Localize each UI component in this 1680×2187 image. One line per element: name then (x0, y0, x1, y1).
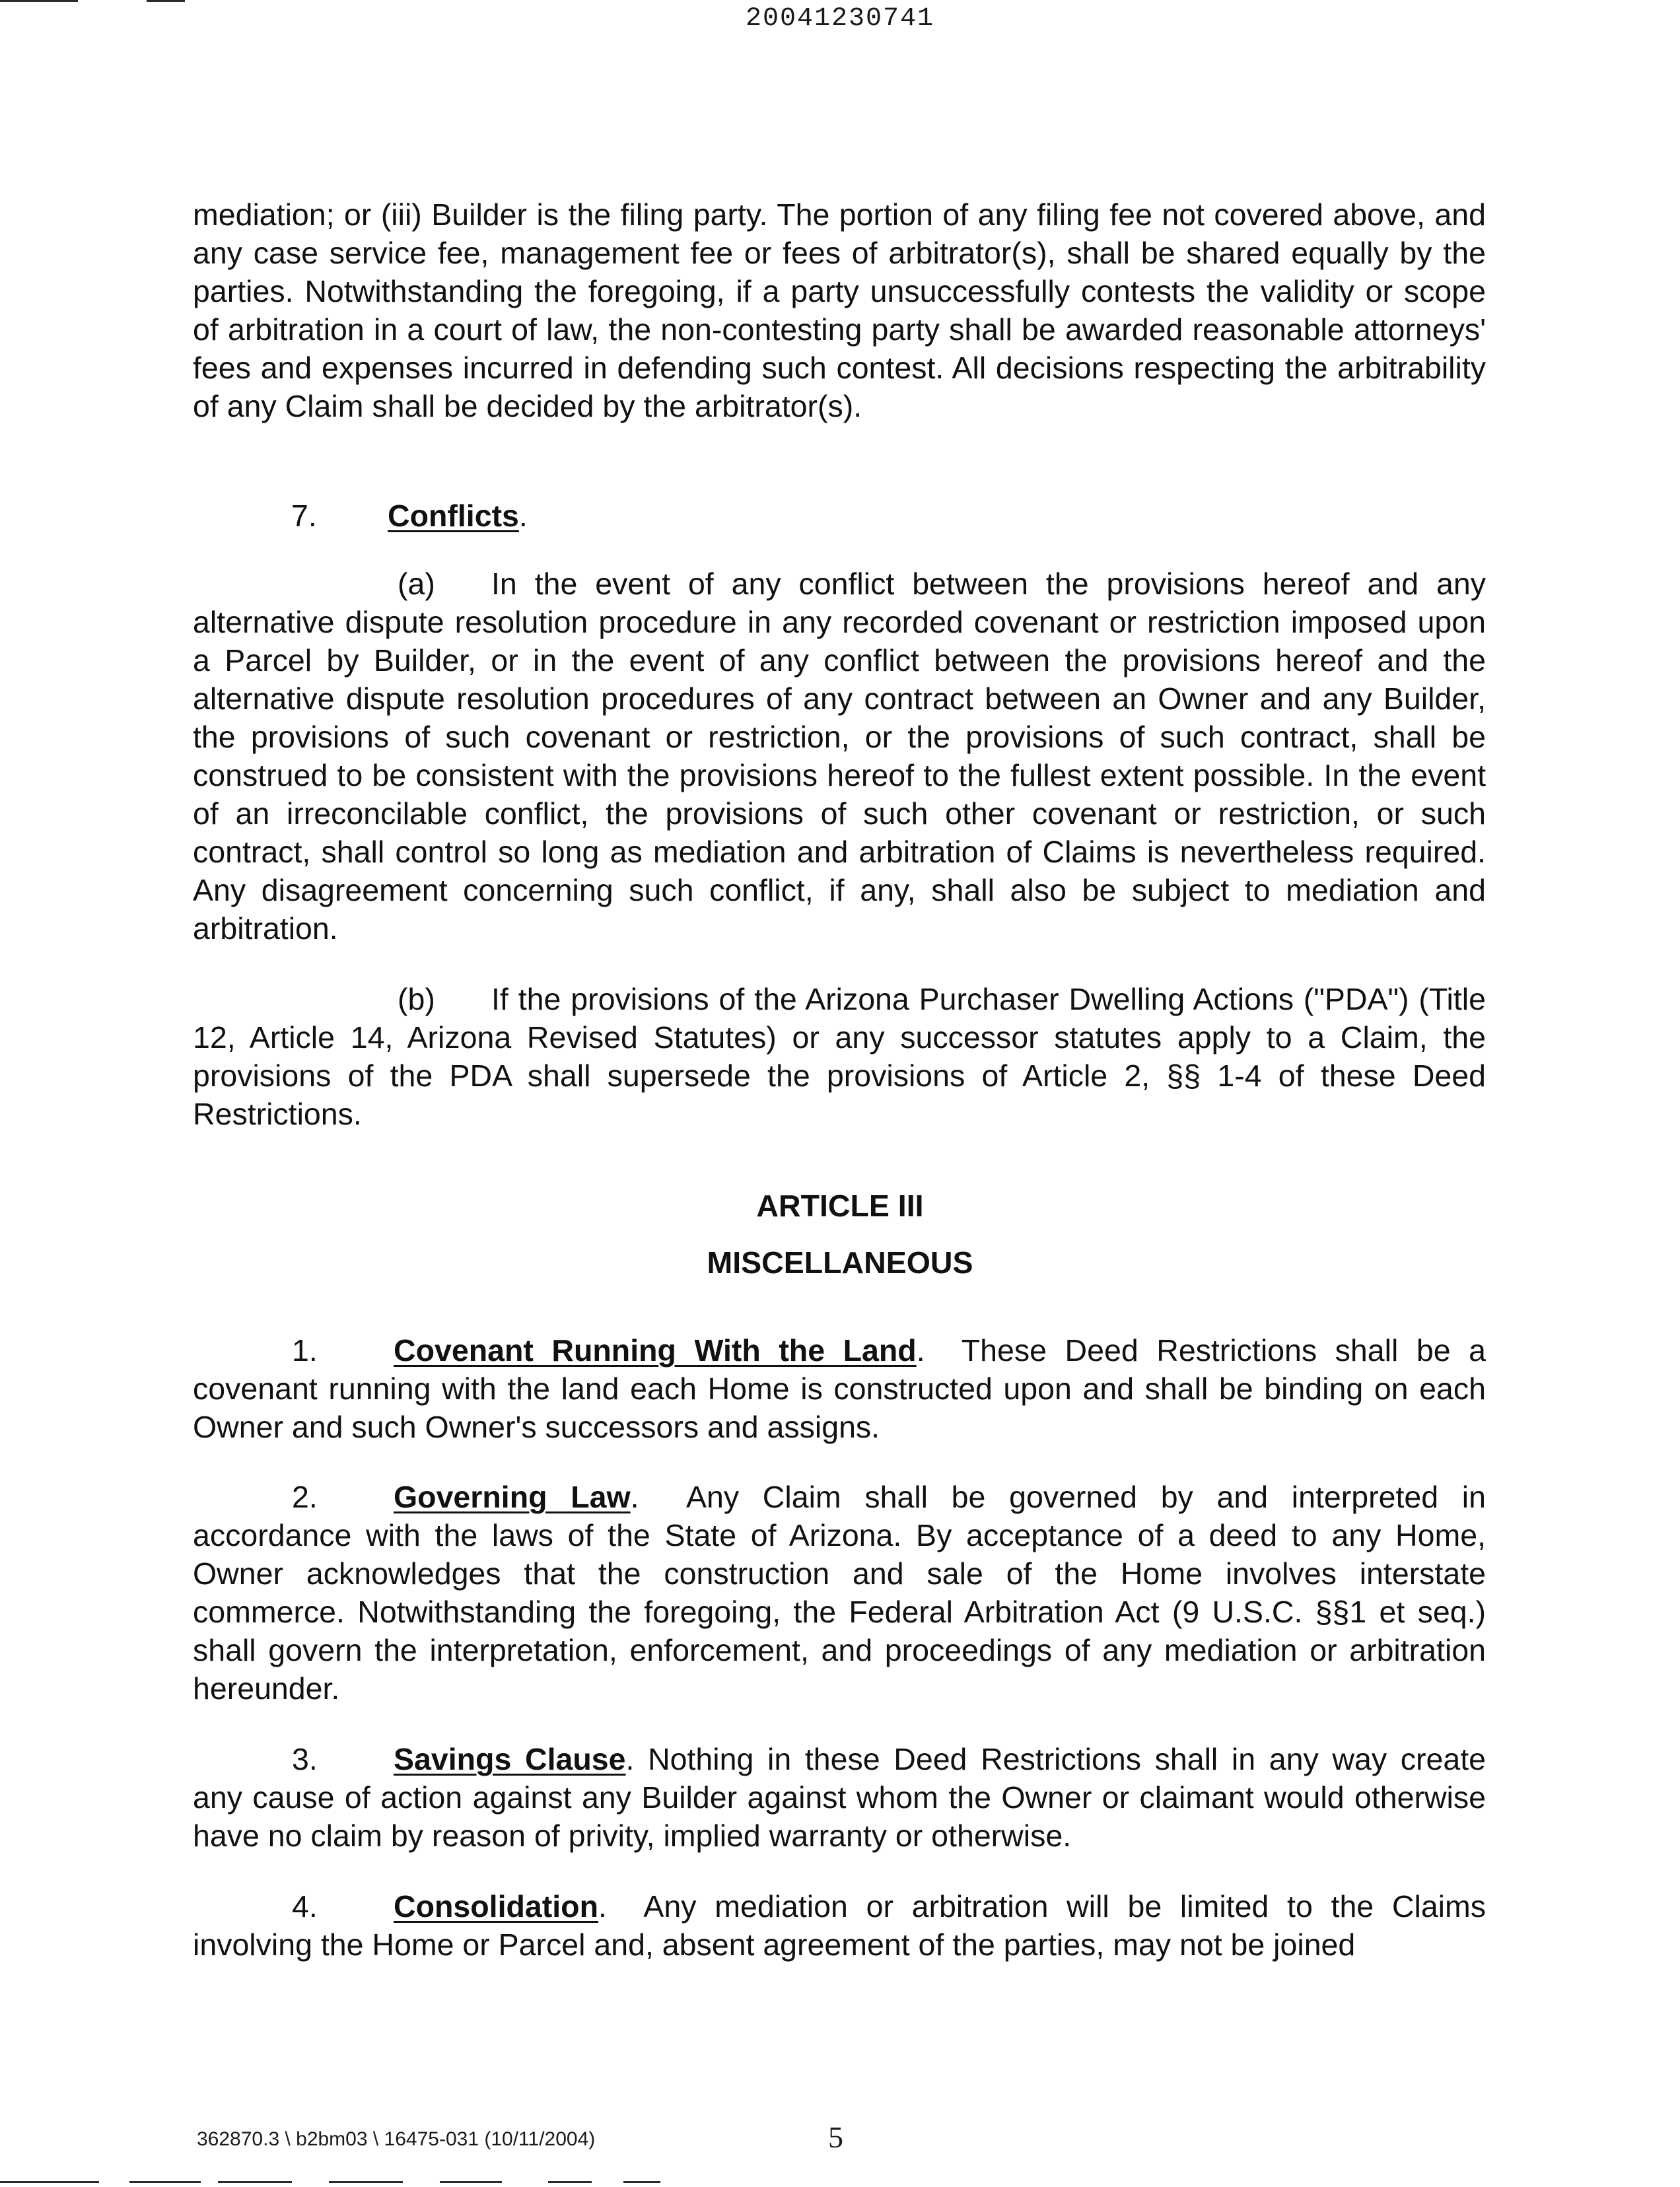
article-number: ARTICLE III (756, 1189, 924, 1223)
scan-artifact-line (129, 2181, 201, 2183)
recording-number: 20041230741 (745, 4, 935, 34)
scan-artifact-line (329, 2181, 403, 2183)
scan-artifact-line (440, 2181, 502, 2183)
section-text: Any Claim shall be governed by and interpreted in accordance with the laws of the State of Arizona. By acceptance of a deed to any Home, Owner acknowledges that the construction and sale of the Home involves interstate commerce. Notwithstanding the foregoing, the Federal Arbitration Act (9 U.S.C. §§1 et seq.) shall govern the interpretation, enforcement, and proceedings of any mediation or arbitration hereunder. (193, 1480, 1486, 1706)
section-title-period: . (916, 1333, 962, 1368)
subsection-label: (a) (398, 567, 435, 601)
page-number: 5 (828, 2120, 843, 2154)
scan-artifact-line (623, 2181, 660, 2183)
article-title: MISCELLANEOUS (707, 1245, 973, 1280)
conflicts-heading (291, 497, 528, 535)
scan-artifact-line (0, 2181, 99, 2183)
section-number: 4. (292, 1889, 318, 1924)
section-title-period: . (518, 499, 528, 533)
subsection-label: (b) (398, 982, 435, 1016)
document-reference: 362870.3 \ b2bm03 \ 16475-031 (10/11/2004) (197, 2128, 596, 2150)
scan-artifact-line (218, 2181, 292, 2183)
section-title: Savings Clause (394, 1742, 626, 1776)
section-number: 2. (292, 1480, 318, 1514)
section-title-period: . (598, 1889, 644, 1924)
section-title: Covenant Running With the Land (394, 1333, 917, 1368)
section-title-period: . (630, 1480, 686, 1514)
section-text: Nothing in these Deed Restrictions shall in any way create any cause of action against any Builder against whom the Owner or claimant would otherwise have no claim by reason of privity, implied warranty or otherwise. (193, 1742, 1486, 1853)
section-covenant (193, 1331, 1486, 1446)
scan-artifact-line (147, 0, 185, 2)
section-savings-clause (193, 1740, 1486, 1855)
section-number: 1. (292, 1333, 318, 1368)
scan-artifact-line (548, 2181, 592, 2183)
section-text: Any mediation or arbitration will be limited to the Claims involving the Home or Parcel and, absent agreement of the parties, may not be joined (193, 1889, 1486, 1962)
section-title: Conflicts (388, 499, 519, 533)
subsection-text: If the provisions of the Arizona Purchaser Dwelling Actions ("PDA") (Title 12, Article 14, Arizona Revised Statutes) or any successor statutes apply to a Claim, the provisions of the PDA shall supersede the provisions of Article 2, §§ 1-4 of these Deed Restrictions. (193, 982, 1486, 1131)
section-governing-law (193, 1478, 1486, 1708)
conflicts-subsection-a (193, 565, 1486, 948)
scan-artifact-line (0, 0, 78, 2)
section-title-period: . (625, 1742, 648, 1776)
intro-paragraph: mediation; or (iii) Builder is the filing party. The portion of any filing fee not covered above, and any case service fee, management fee or fees of arbitrator(s), shall be shared equally by the parties. Notwithstanding the foregoing, if a party unsuccessfully contests the validity or scope of arbitration in a court of law, the non-contesting party shall be awarded reasonable attorneys' fees and expenses incurred in defending such contest. All decisions respecting the arbitrability of any Claim shall be decided by the arbitrator(s). (193, 197, 1486, 423)
conflicts-subsection-b (193, 980, 1486, 1133)
section-number: 3. (292, 1742, 318, 1776)
section-text: These Deed Restrictions shall be a covenant running with the land each Home is constructed upon and shall be binding on each Owner and such Owner's successors and assigns. (193, 1333, 1487, 1444)
section-number: 7. (291, 499, 317, 533)
section-title: Governing Law (394, 1480, 631, 1514)
section-consolidation (193, 1887, 1486, 1964)
subsection-text: In the event of any conflict between the provisions hereof and any alternative dispute resolution procedure in any recorded covenant or restriction imposed upon a Parcel by Builder, or in the event of any conflict between the provisions hereof and the alternative dispute resolution procedures of any contract between an Owner and any Builder, the provisions of such covenant or restriction, or the provisions of such contract, shall be construed to be consistent with the provisions hereof to the fullest extent possible. In the event of an irreconcilable conflict, the provisions of such other covenant or restriction, or such contract, shall control so long as mediation and arbitration of Claims is nevertheless required. Any disagreement concerning such conflict, if any, shall also be subject to mediation and arbitration. (193, 567, 1486, 946)
section-title: Consolidation (394, 1889, 598, 1924)
